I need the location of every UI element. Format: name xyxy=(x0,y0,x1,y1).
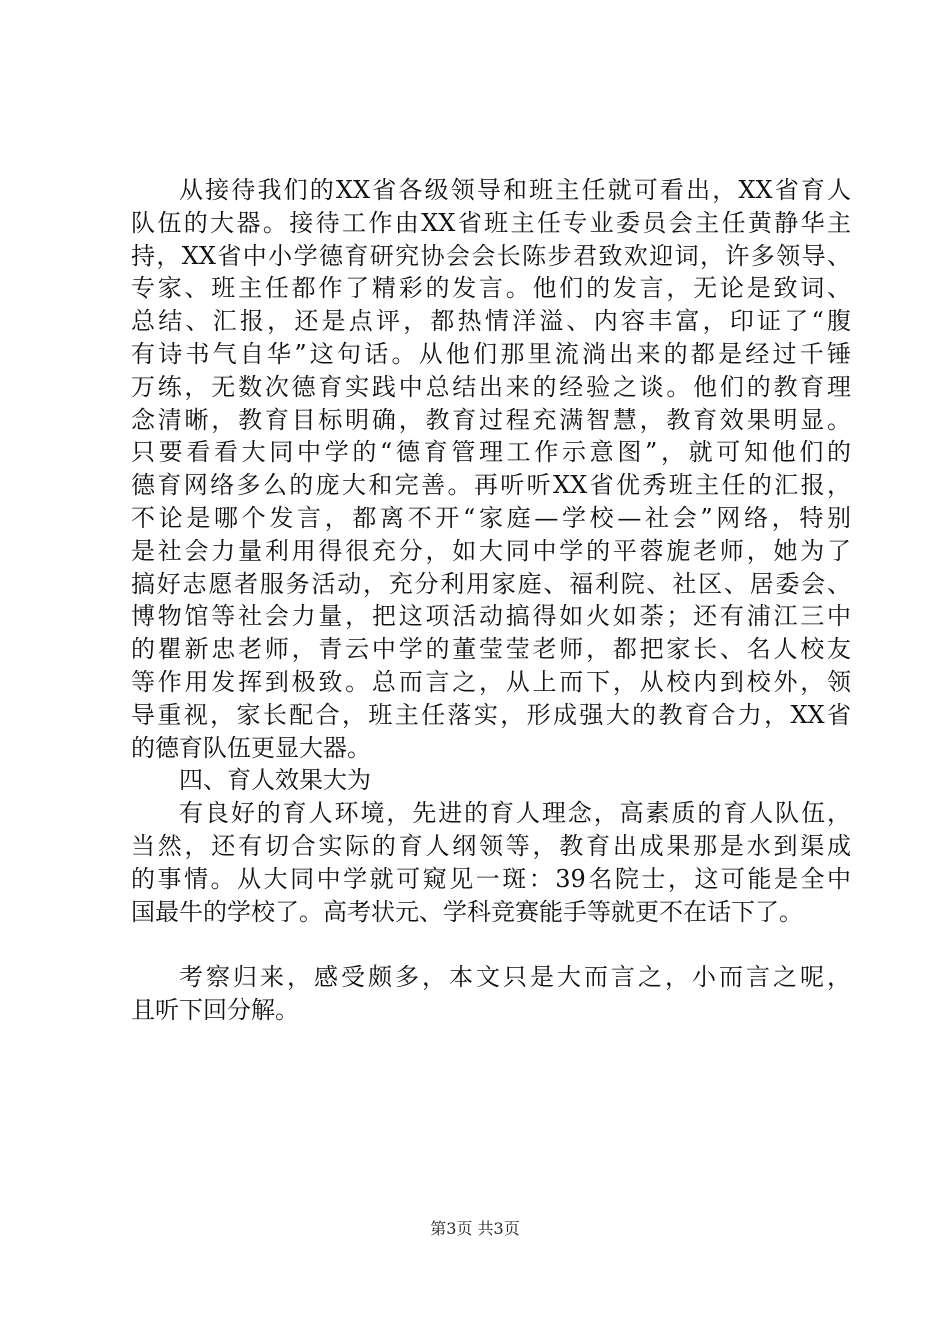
paragraph-line: 不论是哪个发言，都离不开“家庭—学校—社会”网络，特别 xyxy=(131,503,851,532)
paragraph-line: 的事情。从大同中学就可窥见一斑：39名院士，这可能是全中 xyxy=(131,864,851,893)
paragraph-line: 考察归来，感受颇多，本文只是大而言之，小而言之呢， xyxy=(179,963,851,992)
page-number-footer: 第3页 共3页 xyxy=(430,1219,520,1238)
paragraph-line: 国最牛的学校了。高考状元、学科竞赛能手等就更不在话下了。 xyxy=(131,897,803,926)
paragraph-line: 持，XX省中小学德育研究协会会长陈步君致欢迎词，许多领导、 xyxy=(131,241,851,270)
paragraph-line: 的瞿新忠老师，青云中学的董莹莹老师，都把家长、名人校友 xyxy=(131,635,851,664)
paragraph-line: 且听下回分解。 xyxy=(131,995,299,1024)
paragraph-line: 队伍的大器。接待工作由XX省班主任专业委员会主任黄静华主 xyxy=(131,208,851,237)
section-heading: 四、育人效果大为 xyxy=(179,766,371,795)
paragraph-line: 的德育队伍更显大器。 xyxy=(131,733,371,762)
paragraph-2 xyxy=(131,797,851,928)
paragraph-line: 导重视，家长配合，班主任落实，形成强大的教育合力，XX省 xyxy=(131,700,851,729)
paragraph-3 xyxy=(131,961,851,1027)
document-body xyxy=(131,174,851,1027)
paragraph-spacer xyxy=(131,928,851,961)
paragraph-line: 只要看看大同中学的“德育管理工作示意图”，就可知他们的 xyxy=(131,438,851,467)
paragraph-line: 德育网络多么的庞大和完善。再听听XX省优秀班主任的汇报， xyxy=(131,471,851,500)
paragraph-line: 万练，无数次德育实践中总结出来的经验之谈。他们的教育理 xyxy=(131,372,851,401)
paragraph-line: 总结、汇报，还是点评，都热情洋溢、内容丰富，印证了“腹 xyxy=(131,307,851,336)
paragraph-line: 博物馆等社会力量，把这项活动搞得如火如荼；还有浦江三中 xyxy=(131,602,851,631)
paragraph-line: 有良好的育人环境，先进的育人理念，高素质的育人队伍， xyxy=(179,799,851,828)
paragraph-line: 念清晰，教育目标明确，教育过程充满智慧，教育效果明显。 xyxy=(131,405,851,434)
paragraph-line: 有诗书气自华”这句话。从他们那里流淌出来的都是经过千锤 xyxy=(131,339,851,368)
paragraph-line: 等作用发挥到极致。总而言之，从上而下，从校内到校外，领 xyxy=(131,667,851,696)
paragraph-line: 是社会力量利用得很充分，如大同中学的平蓉旎老师，她为了 xyxy=(131,536,851,565)
paragraph-line: 当然，还有切合实际的育人纲领等，教育出成果那是水到渠成 xyxy=(131,831,851,860)
paragraph-1 xyxy=(131,174,851,764)
paragraph-line: 搞好志愿者服务活动，充分利用家庭、福利院、社区、居委会、 xyxy=(131,569,851,598)
paragraph-line: 专家、班主任都作了精彩的发言。他们的发言，无论是致词、 xyxy=(131,274,851,303)
paragraph-line: 从接待我们的XX省各级领导和班主任就可看出，XX省育人 xyxy=(179,176,851,204)
